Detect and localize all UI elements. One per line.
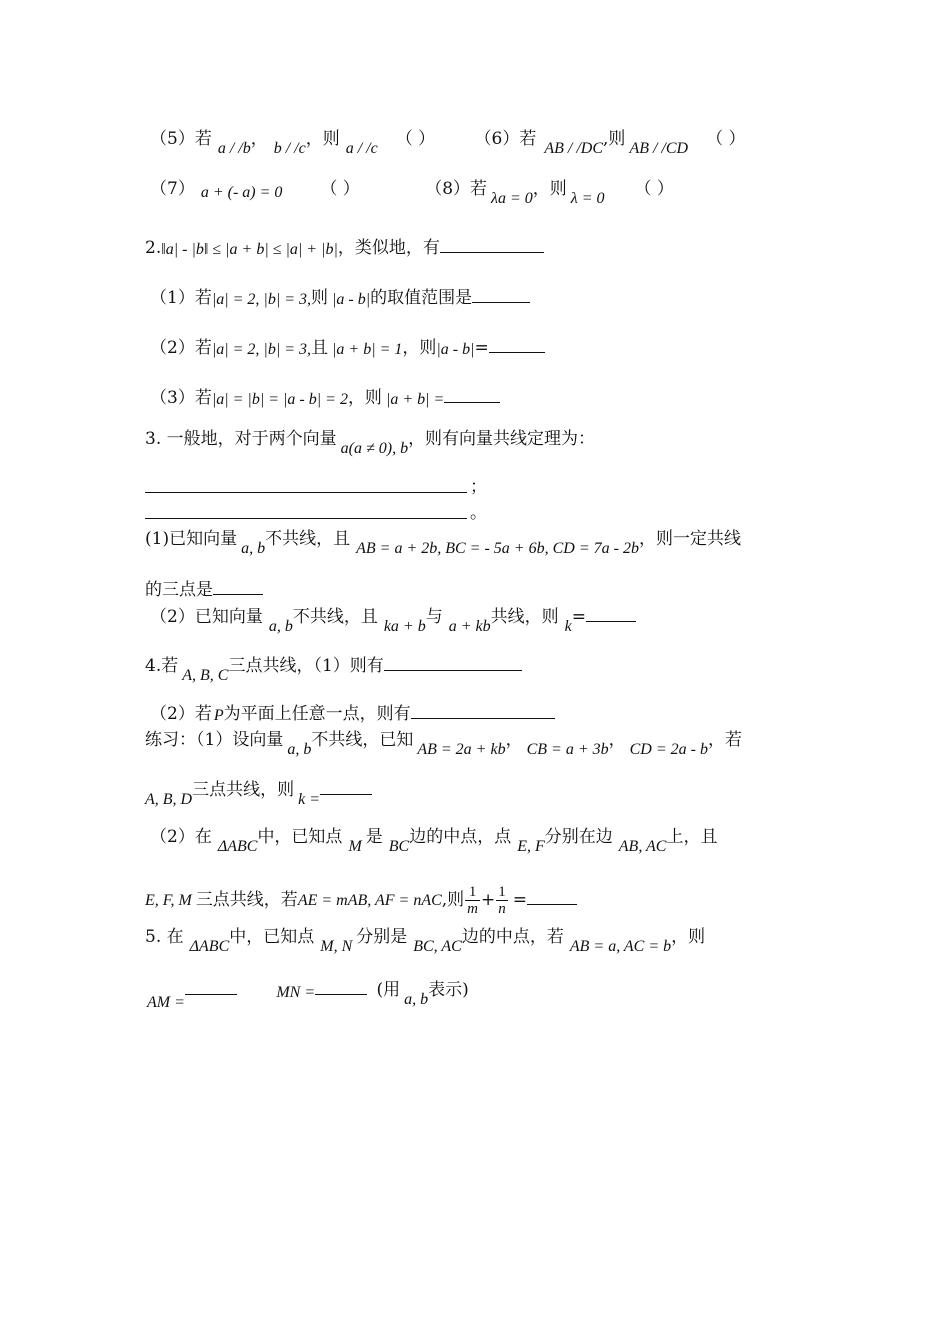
- q5-answers: [147, 976, 469, 1011]
- practice-p1-text-2: 不共线，已知: [311, 730, 414, 750]
- q2-p1-text-1: 则: [311, 288, 329, 308]
- fraction-1-numerator: 1: [465, 884, 480, 901]
- q1-item8-sep: ，则: [532, 179, 567, 199]
- q3-p2-formula-3: a + kb: [448, 618, 491, 635]
- q1-item7-formula: a + (- a) = 0: [200, 184, 283, 201]
- q3-p2-text-1: 不共线，且: [292, 607, 378, 627]
- q1-item5-label: （5）若: [150, 129, 212, 149]
- q4-stem-text-2: 三点共线，（1）则有: [228, 656, 384, 676]
- q3-p1-text-1: 不共线，且: [265, 529, 351, 549]
- practice-p2-formula-6: E, F, M: [145, 892, 192, 909]
- q2-p3-text-1: ，则: [347, 388, 382, 408]
- practice-part2-cont: [145, 884, 577, 917]
- q4-stem-formula: A, B, C: [182, 667, 229, 684]
- q1-item8-answer-paren: （ ）: [634, 179, 674, 199]
- practice-p2-fraction-2: [496, 884, 508, 917]
- q5-formula-7: a, b: [404, 991, 429, 1008]
- q1-item5-formula-2: b / /c: [273, 140, 306, 157]
- q2-part3: [150, 384, 500, 410]
- practice-p1-sep-1: ，: [505, 730, 523, 750]
- practice-p1-formula-4: CD = 2a - b: [629, 741, 708, 758]
- q2-stem: [145, 234, 544, 260]
- q3-p2-text-2: 与: [425, 607, 443, 627]
- q1-item5-answer-paren: （ ）: [395, 129, 436, 149]
- practice-p1-text-4: 三点共线，则: [192, 780, 295, 800]
- q2-part1: [150, 284, 530, 310]
- q2-p2-label: （2）若: [150, 338, 212, 358]
- q1-item6-formula-2: AB / /CD: [629, 140, 689, 157]
- q2-p1-formula-2: |a - b|: [332, 291, 371, 308]
- q2-number: 2.: [145, 238, 162, 258]
- q1-item6-formula-1: AB / /DC: [544, 140, 604, 157]
- q1-item8-formula-2: λ = 0: [570, 190, 605, 207]
- q2-stem-text: ，类似地，有: [337, 238, 440, 258]
- practice-p2-text-2: 中，已知点: [257, 827, 343, 847]
- q2-p3-formula-2: |a + b| =: [385, 391, 445, 408]
- practice-p2-text-1: （2）在: [150, 827, 212, 847]
- practice-p2-formula-4: E, F: [517, 838, 545, 855]
- practice-p1-formula-2: AB = 2a + kb: [417, 741, 506, 758]
- practice-p1-formula-5: A, B, D: [145, 791, 193, 808]
- practice-part1: [145, 729, 742, 758]
- q2-stem-blank[interactable]: [440, 234, 544, 253]
- q3-stem-text-2: ，则有向量共线定理为：: [408, 429, 596, 449]
- q5-text-3: 分别是: [356, 927, 408, 947]
- q4-p2-text-1: （2）若: [150, 704, 212, 724]
- q2-p1-blank[interactable]: [472, 284, 530, 303]
- practice-p1-text-3: ，若: [707, 730, 742, 750]
- q2-p1-text-2: 的取值范围是: [370, 288, 473, 308]
- practice-part2: [150, 826, 718, 855]
- q5-am-label: AM =: [147, 994, 185, 1011]
- q5-am-blank[interactable]: [185, 976, 237, 995]
- q3-part1-cont: [145, 576, 263, 601]
- q1-item8-formula-1: λa = 0: [491, 190, 533, 207]
- q5-text-5: ，则: [671, 927, 706, 947]
- q3-p2-text-3: 共线，则: [490, 607, 559, 627]
- q2-p2-text-3: =: [474, 338, 489, 358]
- practice-p2-formula-3: BC: [388, 838, 410, 855]
- q3-p1-label: (1)已知向量: [145, 529, 238, 549]
- q3-part1: [145, 528, 741, 557]
- practice-p2-text-3: 是: [365, 827, 383, 847]
- fraction-2-numerator: 1: [498, 884, 506, 900]
- q5-stem: [145, 926, 706, 955]
- practice-part1-cont: [145, 776, 372, 808]
- q5-text-7: 表示): [428, 980, 469, 1000]
- q2-p2-formula-3: |a - b|: [436, 341, 475, 358]
- q2-part2: [150, 334, 545, 360]
- practice-p1-formula-6: k =: [298, 791, 321, 808]
- q2-p2-blank[interactable]: [489, 334, 545, 353]
- practice-p2-blank[interactable]: [527, 886, 577, 905]
- q5-text-1: 5. 在: [145, 927, 184, 947]
- q1-item6-sep: ,则: [603, 129, 626, 149]
- q3-p1-formula-1: a, b: [241, 540, 266, 557]
- q1-item8-label: （8）若: [425, 179, 488, 199]
- q3-p2-blank[interactable]: [586, 603, 636, 622]
- q4-p2-blank[interactable]: [411, 700, 555, 719]
- q3-p1-text-2: ，则一定共线: [638, 529, 741, 549]
- q4-stem-text-1: 4.若: [145, 656, 179, 676]
- q2-p3-blank[interactable]: [444, 384, 500, 403]
- q3-p1-blank[interactable]: [213, 576, 263, 595]
- q3-line1-end: ；: [470, 477, 487, 497]
- q5-mn-blank[interactable]: [315, 976, 367, 995]
- q3-stem-text-1: 3. 一般地，对于两个向量: [145, 429, 337, 449]
- q5-text-4: 边的中点，若: [461, 927, 564, 947]
- practice-p2-text-4: 边的中点，点: [409, 827, 512, 847]
- q2-p2-text-2: ，则: [402, 338, 437, 358]
- q3-part2: [150, 603, 636, 635]
- q4-p2-text-2: 为平面上任意一点，则有: [223, 704, 411, 724]
- q5-text-6: (用: [376, 980, 401, 1000]
- q1-item6-label: （6）若: [474, 129, 537, 149]
- practice-p1-sep-2: ，: [608, 730, 626, 750]
- q5-formula-2: M, N: [320, 938, 353, 955]
- q5-text-2: 中，已知点: [229, 927, 315, 947]
- q2-p2-text-1: 且: [311, 338, 329, 358]
- q2-p2-formula-2: |a + b| = 1: [332, 341, 403, 358]
- q1-item6-answer-paren: （ ）: [706, 129, 746, 149]
- q2-p1-label: （1）若: [150, 288, 212, 308]
- q2-inequality: ‖a| - |b‖ ≤ |a + b| ≤ |a| + |b|: [161, 241, 338, 258]
- practice-p2-formula-5: AB, AC: [618, 838, 667, 855]
- practice-p2-text-7: 三点共线，若: [195, 890, 298, 910]
- q3-p2-text-4: =: [571, 607, 586, 627]
- fraction-1-denominator: m: [467, 901, 479, 917]
- q4-p1-blank[interactable]: [384, 652, 522, 671]
- fraction-2-denominator: n: [498, 901, 506, 917]
- q3-p2-formula-2: ka + b: [383, 618, 426, 635]
- q3-p2-label: （2）已知向量: [150, 607, 263, 627]
- q1-row-2: [150, 178, 674, 207]
- practice-p1-text-1: 练习：（1）设向量: [145, 730, 284, 750]
- q3-theorem-blank-1[interactable]: [145, 492, 467, 493]
- q3-theorem-blank-2[interactable]: [145, 518, 467, 519]
- q1-item5-sep-1: ，: [250, 129, 268, 149]
- q2-p3-label: （3）若: [150, 388, 212, 408]
- q5-formula-1: ΔABC: [189, 938, 230, 955]
- q1-row-1: [150, 128, 746, 157]
- q5-formula-3: BC, AC: [413, 938, 462, 955]
- q3-stem: [145, 428, 596, 457]
- q4-stem: [145, 652, 522, 684]
- practice-p2-text-6: 上，且: [666, 827, 718, 847]
- practice-p2-equals: =: [512, 890, 528, 910]
- q1-item5-formula-3: a / /c: [345, 140, 378, 157]
- practice-p1-formula-1: a, b: [287, 741, 312, 758]
- practice-p2-text-5: 分别在边: [544, 827, 613, 847]
- practice-p2-fraction-1: [465, 884, 480, 917]
- q1-item5-formula-1: a / /b: [217, 140, 251, 157]
- q5-mn-label: MN =: [276, 984, 316, 1001]
- practice-p2-plus: +: [481, 890, 496, 910]
- practice-p1-blank[interactable]: [320, 776, 372, 795]
- q3-p2-formula-4: k: [564, 618, 572, 635]
- q1-item7-answer-paren: （ ）: [320, 179, 360, 199]
- practice-p1-formula-3: CB = a + 3b: [526, 741, 609, 758]
- q5-formula-4: AB = a, AC = b: [569, 938, 672, 955]
- q2-p2-formula-1: |a| = 2, |b| = 3,: [211, 341, 312, 358]
- q3-p2-formula-1: a, b: [268, 618, 293, 635]
- q3-stem-formula: a(a ≠ 0), b: [340, 440, 409, 457]
- q3-line2-end: 。: [470, 503, 487, 523]
- practice-p2-formula-7: AE = mAB, AF = nAC: [297, 892, 442, 909]
- q1-item5-sep-2: ，则: [305, 129, 340, 149]
- q4-p2-formula: P: [213, 707, 224, 724]
- practice-p2-formula-1: ΔABC: [217, 838, 258, 855]
- q2-p1-formula-1: |a| = 2, |b| = 3,: [211, 291, 312, 308]
- q4-part2: [150, 700, 555, 726]
- q1-item7-label: （7）: [150, 179, 195, 199]
- q2-p3-formula-1: |a| = |b| = |a - b| = 2: [211, 391, 348, 408]
- q3-p1-cont-text: 的三点是: [145, 580, 213, 600]
- q3-p1-formula-2: AB = a + 2b, BC = - 5a + 6b, CD = 7a - 2b: [356, 540, 639, 557]
- practice-p2-formula-2: M: [348, 838, 362, 855]
- practice-p2-text-8: ,则: [441, 890, 465, 910]
